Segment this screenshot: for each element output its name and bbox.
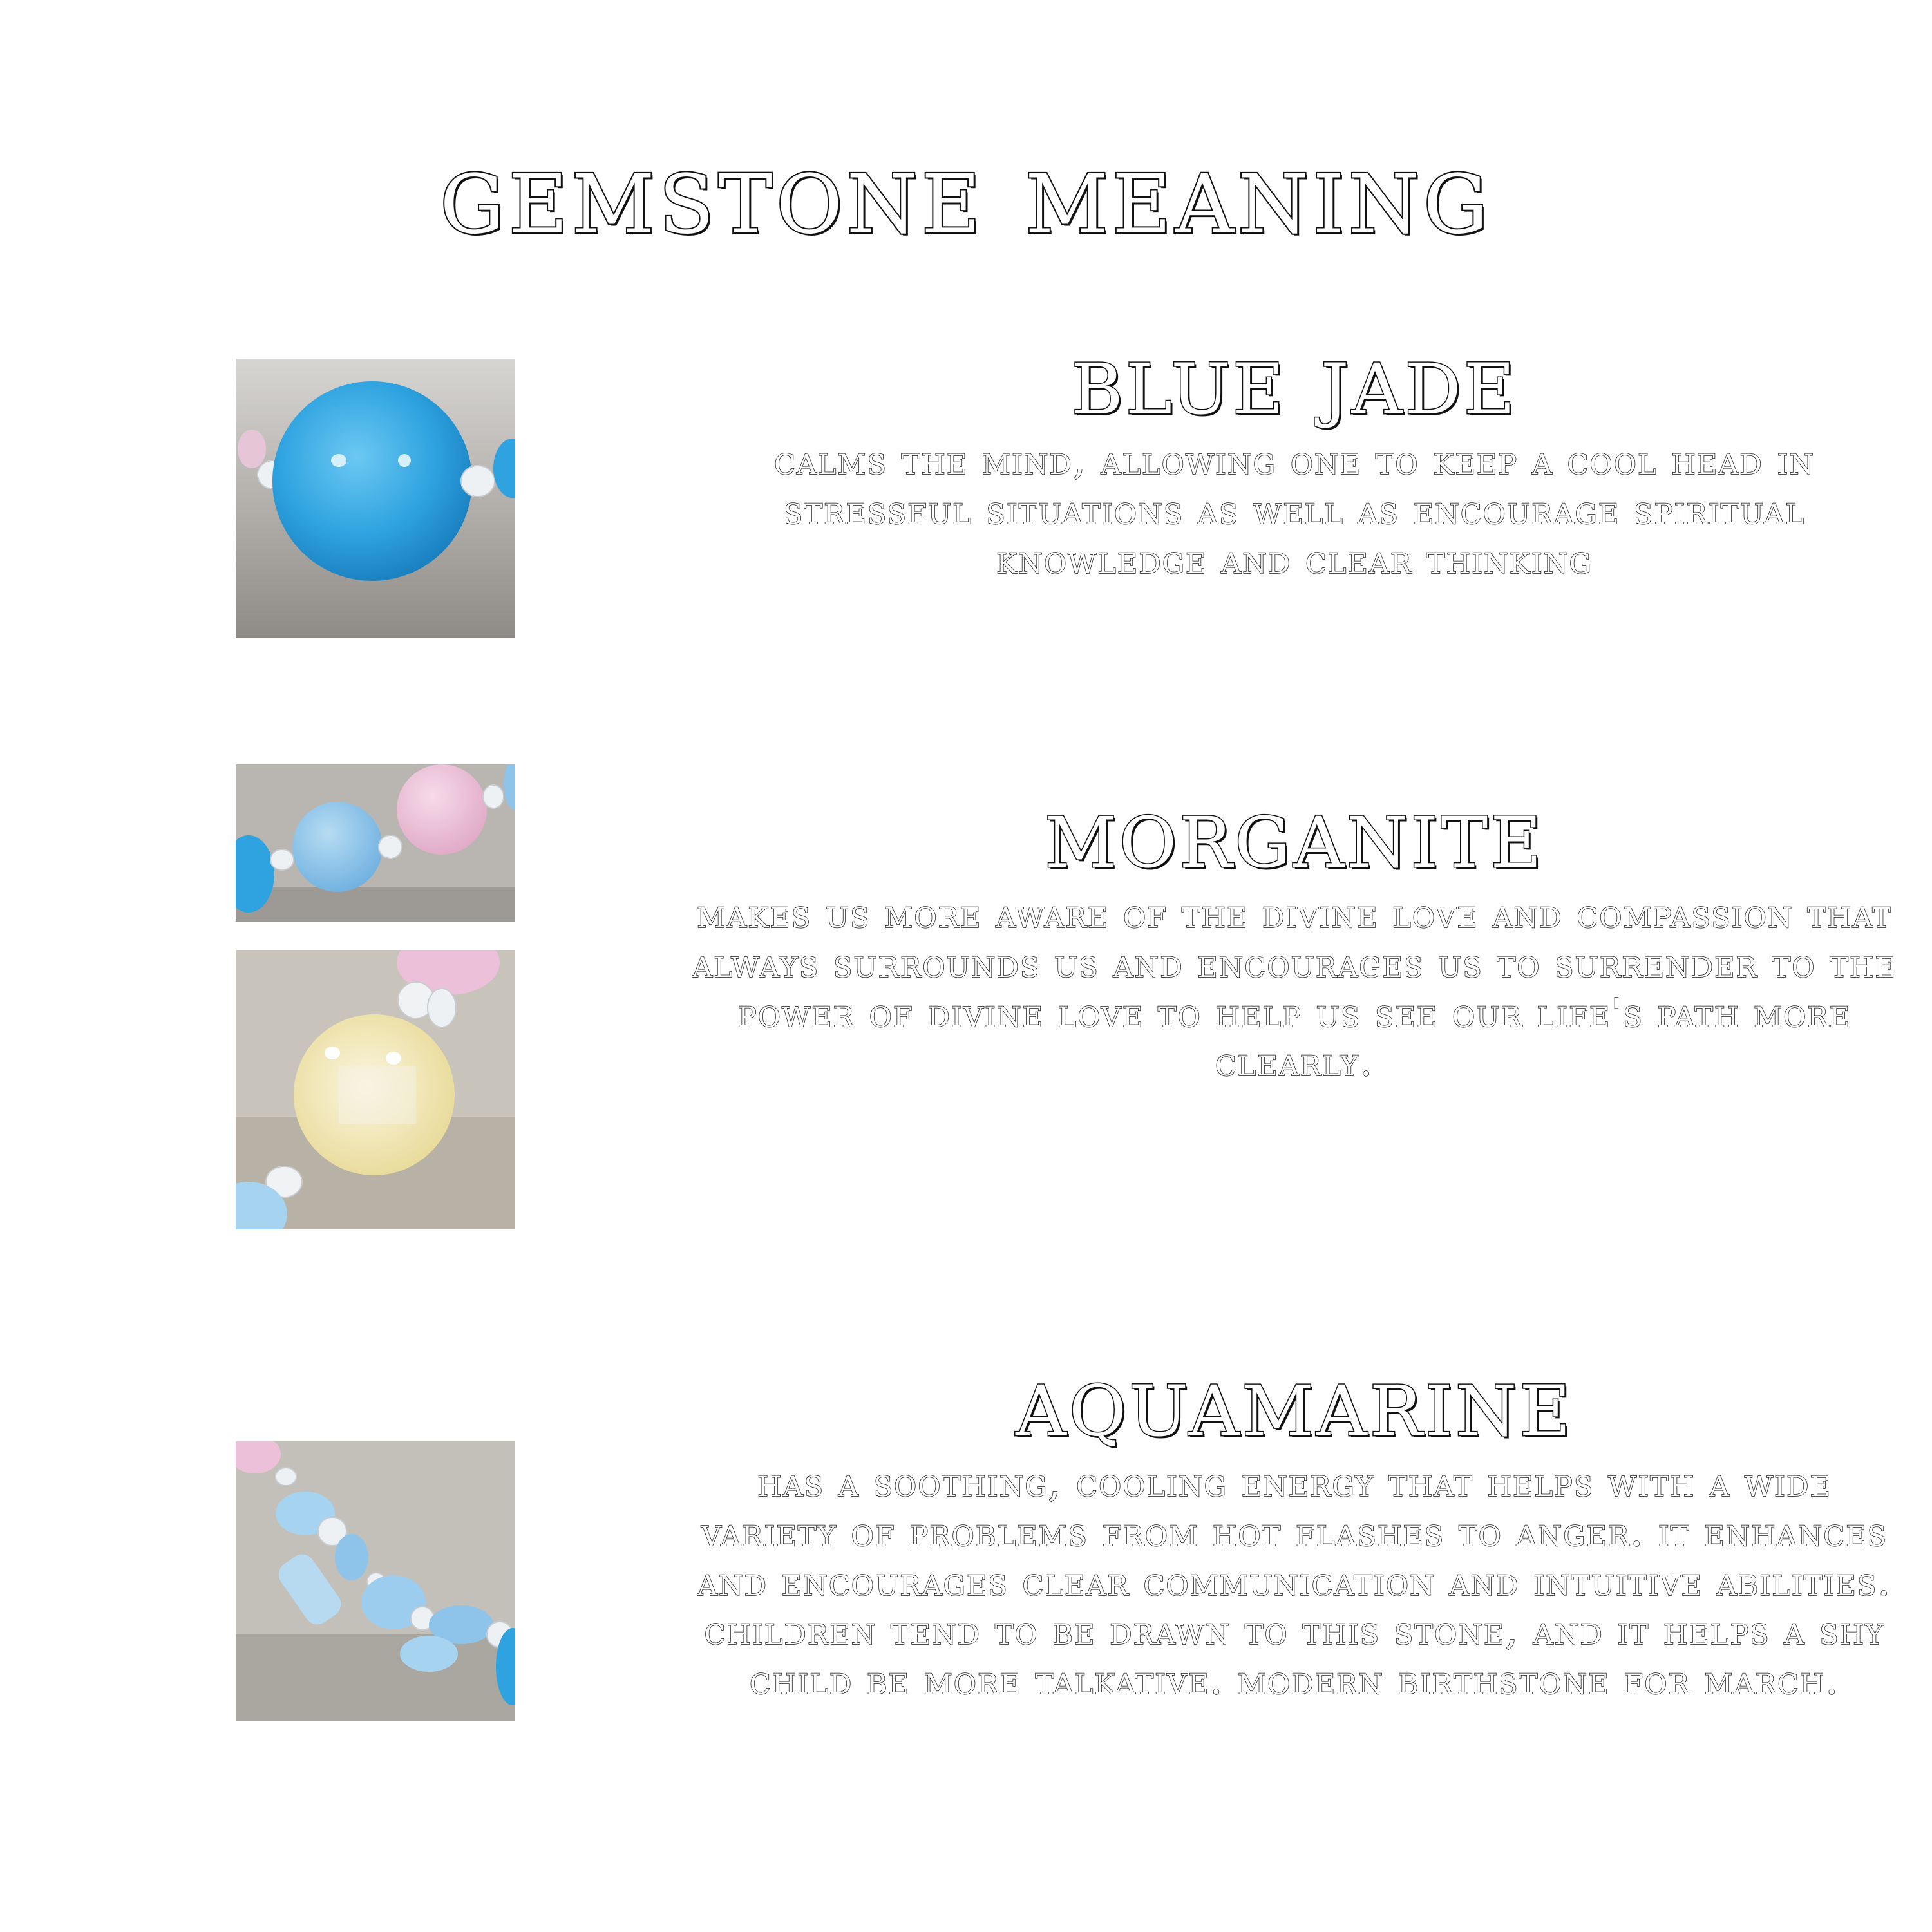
blue-jade-section [683,321,1906,584]
morganite-description: makes us more aware of the divine love and compassion that always surrounds us and encourages us to surrender to the power of divine love to help us see our life's path more clearly. [692,889,1897,1086]
aquamarine-photo [236,1441,515,1721]
blue-jade-photo [236,359,515,638]
blue-jade-description: calms the mind, allowing one to keep a cool head in stressful situations as well as encourage spiritual knowledge and clear thinking [773,436,1815,583]
page-title: gemstone meaning [440,125,1492,260]
aquamarine-heading: aquamarine [1016,1343,1573,1459]
morganite-photo-bottom [236,950,515,1229]
aquamarine-description: has a soothing, cooling energy that helps with a wide variety of problems from hot flashes to anger. it enhances and encourages clear communication and intuitive abilities. children tend to be drawn to this stone, and it helps a shy child be more talkative. modern birthstone for march. [697,1458,1892,1704]
aquamarine-section [683,1343,1906,1705]
morganite-section [683,774,1906,1087]
morganite-heading: morganite [1045,774,1544,891]
blue-jade-heading: blue jade [1071,321,1518,437]
morganite-photo-top [236,764,515,922]
